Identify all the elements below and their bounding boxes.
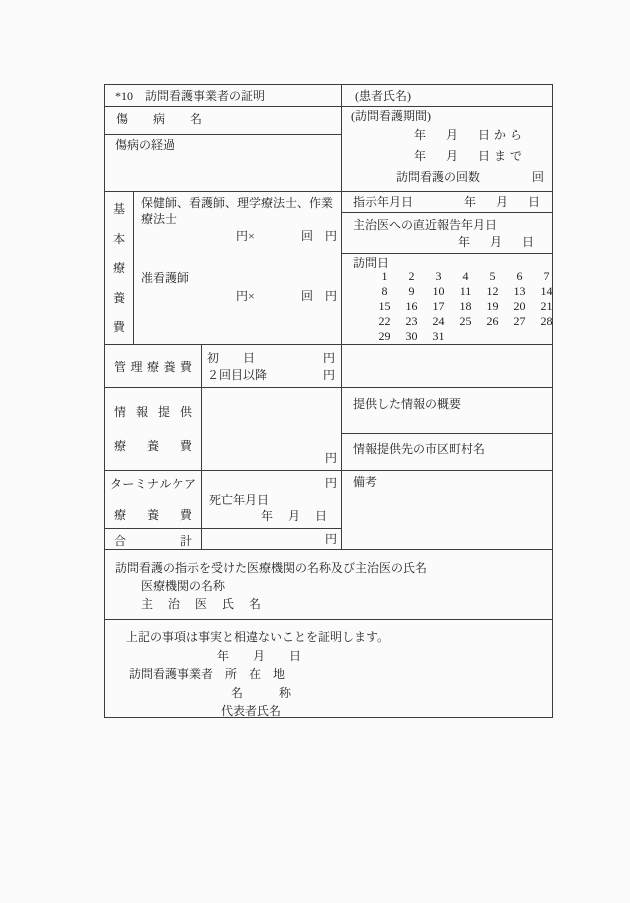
institution-name-label: 医療機関の名称	[141, 579, 226, 593]
calendar-day: 15	[378, 299, 391, 313]
visit-days-label: 訪問日	[353, 256, 390, 270]
label-char: 提	[157, 405, 170, 419]
calendar-grid	[371, 269, 560, 344]
divider-main-vertical	[341, 85, 342, 549]
management-fee-label	[105, 344, 201, 387]
basic-fee-line1	[133, 229, 341, 243]
certify-provider-name: 名 称	[231, 686, 292, 700]
calendar-day: 23	[405, 314, 418, 328]
calendar-day: 17	[432, 299, 445, 313]
death-date-value: 年 月 日	[260, 509, 333, 523]
calendar-day: 1	[381, 269, 388, 283]
info-municipality-label: 情報提供先の市区町村名	[353, 442, 486, 456]
calendar-day: 7	[543, 269, 550, 283]
period-to: 年 月 日まで	[413, 149, 526, 163]
calendar-day: 21	[540, 299, 553, 313]
patient-name-label: (患者氏名)	[355, 89, 411, 103]
label-char: ア	[183, 477, 196, 491]
terminal-fee-label	[105, 470, 201, 528]
calendar-day: 6	[516, 269, 523, 283]
terminal-label-line2	[105, 506, 201, 523]
divider-row1	[105, 106, 552, 107]
calendar-day: 19	[486, 299, 499, 313]
info-summary-label: 提供した情報の概要	[353, 397, 462, 411]
certification-form-table	[104, 84, 553, 718]
label-char: 養	[112, 290, 125, 305]
label-char: 費	[179, 439, 192, 453]
divider-info-summary	[341, 433, 552, 434]
yen-times-label: 円×	[236, 289, 255, 303]
info-yen-label: 円	[325, 451, 338, 465]
calendar-day: 4	[462, 269, 469, 283]
yen-times-label: 円×	[236, 229, 255, 243]
divider-total-bottom	[105, 549, 552, 550]
calendar-day: 25	[459, 314, 472, 328]
certify-representative: 代表者氏名	[221, 704, 282, 718]
label-char: 養	[146, 508, 159, 522]
terminal-yen-label: 円	[325, 476, 338, 490]
calendar-day: 3	[435, 269, 442, 283]
divider-disease	[105, 134, 341, 135]
label-char: 療	[112, 261, 125, 275]
info-fee-label-line2	[105, 437, 201, 454]
report-date-label: 主治医への直近報告年月日	[353, 218, 498, 232]
label-char: 費	[179, 360, 192, 374]
basic-staff2: 准看護師	[141, 271, 190, 285]
calendar-day: 10	[432, 284, 445, 298]
instruction-date-row	[341, 191, 554, 212]
calendar-day: 11	[459, 284, 472, 298]
label-char: 管	[114, 360, 127, 374]
label-char: 合	[114, 534, 127, 548]
calendar-day: 2	[408, 269, 415, 283]
label-char: 療	[146, 360, 159, 374]
calendar-day: 31	[432, 329, 445, 343]
calendar-day: 5	[489, 269, 496, 283]
visit-count-unit: 回	[531, 170, 544, 184]
basic-staff1: 保健師、看護師、理学療法士、作業療法士	[141, 196, 334, 226]
calendar-day: 20	[513, 299, 526, 313]
yen-label: 円	[324, 229, 337, 243]
visit-count-label: 訪問看護の回数	[396, 170, 481, 184]
total-label	[105, 528, 201, 549]
certify-statement: 上記の事項は事実と相違ないことを証明します。	[126, 630, 390, 644]
calendar-day: 14	[540, 284, 553, 298]
calendar-day: 30	[405, 329, 418, 343]
label-char: タ	[110, 477, 123, 491]
label-char: 費	[112, 320, 125, 334]
label-char: 養	[163, 360, 176, 374]
calendar-day: 12	[486, 284, 499, 298]
after-second-label: ２回目以降	[207, 367, 268, 382]
label-char: 供	[179, 405, 192, 419]
calendar-day: 29	[378, 329, 391, 343]
label-char: 費	[179, 508, 192, 522]
yen-label: 円	[322, 350, 335, 365]
period-from: 年 月 日から	[413, 128, 526, 142]
label-char: 養	[146, 439, 159, 453]
basic-fee-label	[105, 191, 133, 344]
times-label: 回	[301, 229, 314, 243]
label-char: 情	[114, 405, 127, 419]
divider-report	[341, 253, 552, 254]
management-fee-content	[201, 344, 341, 387]
calendar-day: 27	[513, 314, 526, 328]
label-char: 本	[112, 231, 125, 246]
label-char: ミ	[134, 477, 147, 491]
doctor-name-label: 主治医氏名	[141, 597, 277, 611]
label-char: ナ	[146, 477, 159, 491]
calendar-day: 9	[408, 284, 415, 298]
certify-date: 年 月 日	[217, 649, 302, 663]
management-first-line	[207, 349, 335, 366]
label-char: 計	[179, 534, 192, 548]
label-char: 基	[112, 202, 125, 216]
label-char: 療	[114, 439, 127, 453]
instruction-date-value: 年 月 日	[463, 195, 544, 209]
label-char: 報	[135, 405, 148, 419]
terminal-label-line1	[105, 475, 201, 492]
label-char: 理	[130, 360, 143, 374]
label-char: ケ	[171, 477, 184, 491]
label-char: ー	[122, 477, 135, 491]
calendar-day: 18	[459, 299, 472, 313]
death-date-label: 死亡年月日	[209, 493, 270, 507]
calendar-day: 8	[381, 284, 388, 298]
divider-basic-label	[133, 191, 134, 344]
yen-label: 円	[322, 367, 335, 382]
label-char: ル	[159, 477, 172, 491]
info-fee-label	[105, 387, 201, 470]
period-title: (訪問看護期間)	[351, 109, 431, 123]
instruction-date-label: 指示年月日	[353, 195, 414, 209]
calendar-day: 28	[540, 314, 553, 328]
certify-provider-address: 訪問看護事業者 所 在 地	[129, 667, 286, 681]
total-yen-label: 円	[325, 532, 338, 546]
report-date-value: 年 月 日	[457, 235, 538, 249]
calendar-day: 13	[513, 284, 526, 298]
management-after-line	[207, 366, 335, 383]
institution-title: 訪問看護の指示を受けた医療機関の名称及び主治医の氏名	[115, 561, 428, 575]
disease-course-label: 傷病の経過	[115, 138, 176, 152]
divider-instruction	[341, 212, 552, 213]
label-char: 療	[114, 508, 127, 522]
first-day-label: 初 日	[207, 350, 256, 365]
calendar-day: 22	[378, 314, 391, 328]
times-label: 回	[301, 289, 314, 303]
basic-fee-line2	[133, 289, 341, 303]
divider-institution-bottom	[105, 619, 552, 620]
calendar-day: 16	[405, 299, 418, 313]
remarks-label: 備考	[353, 475, 378, 489]
info-fee-label-line1	[105, 403, 201, 420]
calendar-day: 26	[486, 314, 499, 328]
yen-label: 円	[324, 289, 337, 303]
disease-name-label: 傷病名	[116, 112, 228, 126]
calendar-day: 24	[432, 314, 445, 328]
form-title: *10 訪問看護事業者の証明	[115, 89, 266, 103]
